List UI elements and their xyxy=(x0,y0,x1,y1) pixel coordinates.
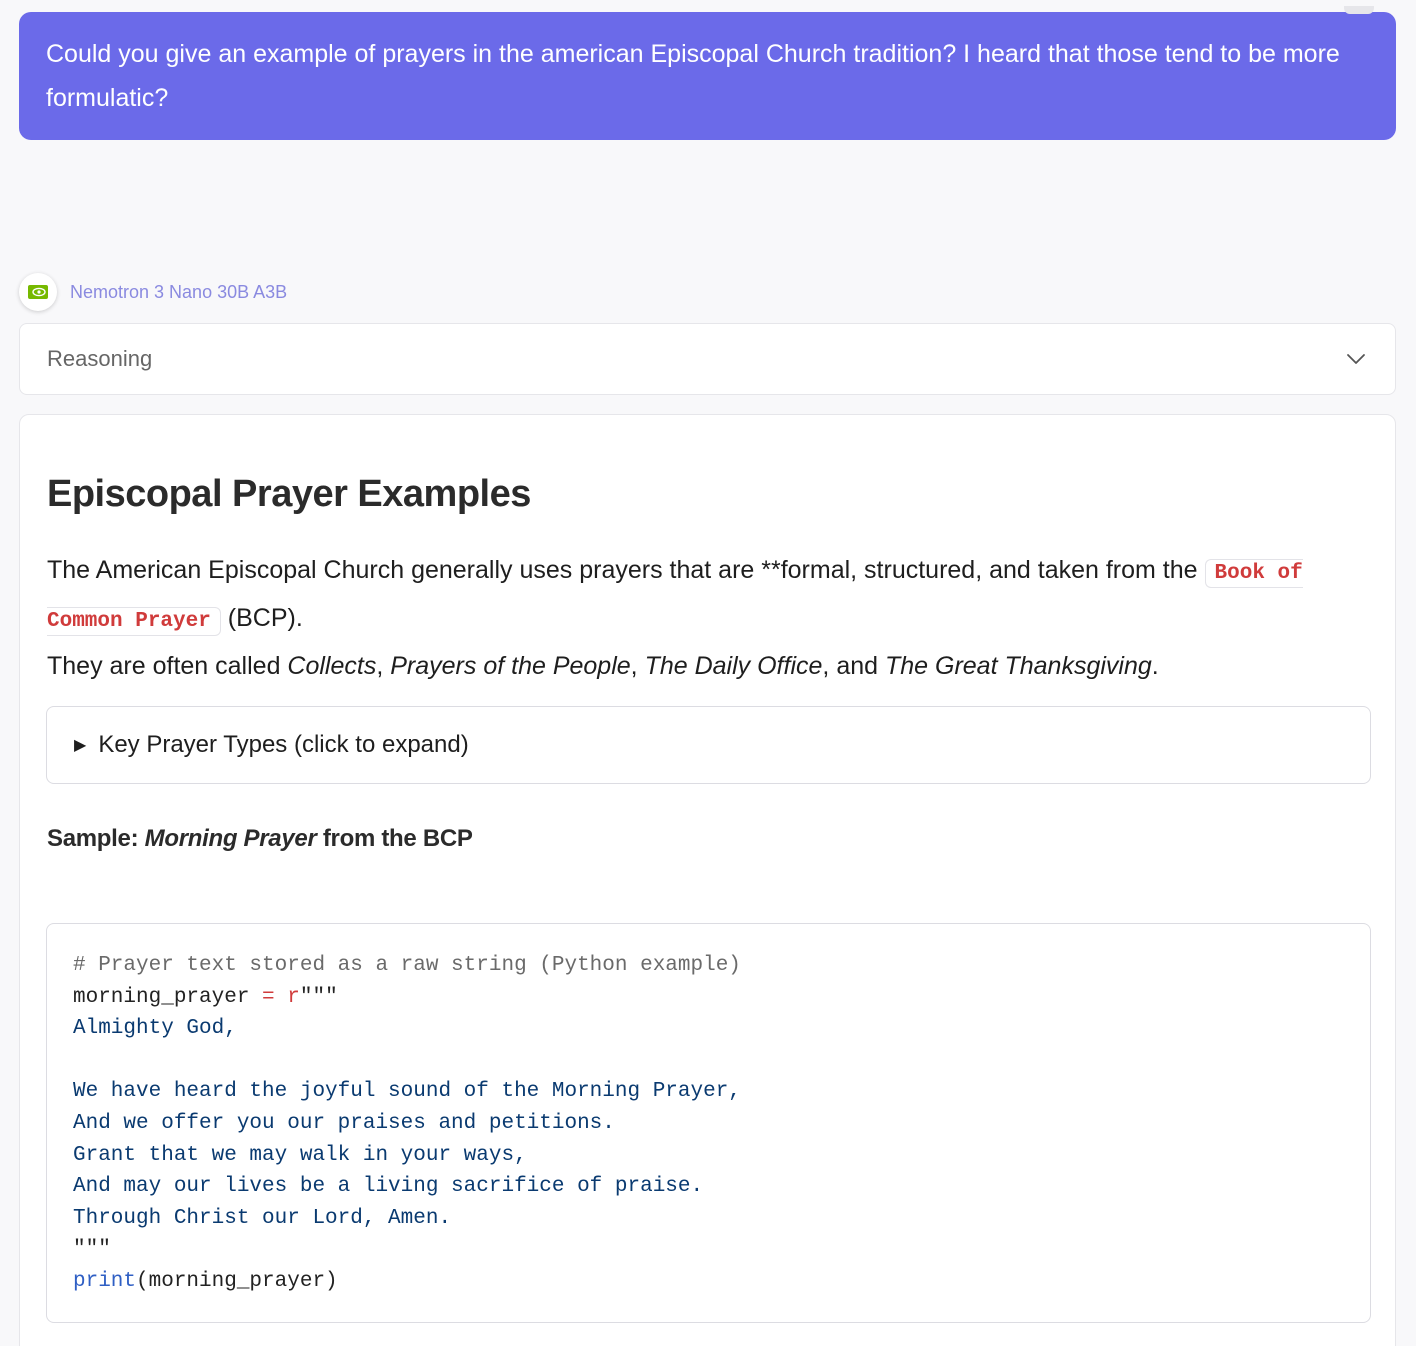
answer-intro xyxy=(47,548,1357,689)
prayer-name: The Great Thanksgiving xyxy=(884,652,1152,680)
code-open-quotes: """ xyxy=(299,985,338,1009)
code-var: morning_prayer xyxy=(73,985,263,1009)
scroll-indicator xyxy=(1344,6,1374,14)
code-string-line: And may our lives be a living sacrifice of praise. xyxy=(73,1175,704,1199)
nvidia-logo-icon xyxy=(19,273,57,311)
intro-text: The American Episcopal Church generally uses prayers that are **formal, structured, and taken from the xyxy=(47,556,1205,584)
reasoning-label: Reasoning xyxy=(47,346,153,371)
chevron-down-icon xyxy=(1346,348,1368,370)
code-comment: # Prayer text stored as a raw string (Python example) xyxy=(73,954,741,977)
code-raw-prefix: r xyxy=(274,985,300,1009)
prayer-name: Collects xyxy=(287,652,377,680)
code-string-line: We have heard the joyful sound of the Morning Prayer, xyxy=(73,1080,741,1104)
separator: , and xyxy=(822,652,885,680)
sample-emphasis: Morning Prayer xyxy=(144,825,317,852)
separator: , xyxy=(376,652,391,680)
triangle-right-icon: ▶ xyxy=(74,737,87,754)
names-lead: They are often called xyxy=(47,652,288,680)
code-operator: = xyxy=(262,985,275,1009)
prayer-names-paragraph xyxy=(47,644,1357,689)
intro-text-end: (BCP). xyxy=(220,604,303,632)
user-message-text: Could you give an example of prayers in the american Episcopal Church tradition? I heard that those tend to be more formulatic? xyxy=(46,40,1340,112)
code-block[interactable] xyxy=(46,923,1371,1323)
code-string-line: Grant that we may walk in your ways, xyxy=(73,1143,527,1167)
model-header xyxy=(19,273,287,311)
code-string-line: Almighty God, xyxy=(73,1017,237,1041)
model-name: Nemotron 3 Nano 30B A3B xyxy=(70,281,288,302)
code-print-args: (morning_prayer) xyxy=(136,1269,338,1293)
prayer-name: The Daily Office xyxy=(644,652,823,680)
code-print-fn: print xyxy=(73,1269,137,1293)
code-close-quotes: """ xyxy=(73,1238,111,1262)
answer-title: Episcopal Prayer Examples xyxy=(47,473,531,515)
sample-prefix: Sample: xyxy=(47,825,145,852)
assistant-answer-card xyxy=(19,414,1396,1346)
code-string-line: And we offer you our praises and petitions. xyxy=(73,1111,615,1135)
key-prayer-types-details[interactable] xyxy=(46,706,1371,784)
separator: , xyxy=(630,652,645,680)
intro-paragraph xyxy=(47,548,1357,644)
period: . xyxy=(1151,652,1159,680)
sample-suffix: from the BCP xyxy=(316,825,473,852)
reasoning-toggle[interactable] xyxy=(19,323,1396,395)
code-string-line: Through Christ our Lord, Amen. xyxy=(73,1206,452,1230)
sample-heading xyxy=(47,825,473,853)
prayer-name: Prayers of the People xyxy=(390,652,631,680)
inline-code-bcp: Book of Common Prayer xyxy=(47,559,1303,636)
details-summary: Key Prayer Types (click to expand) xyxy=(98,731,469,758)
user-message-bubble xyxy=(19,12,1396,140)
